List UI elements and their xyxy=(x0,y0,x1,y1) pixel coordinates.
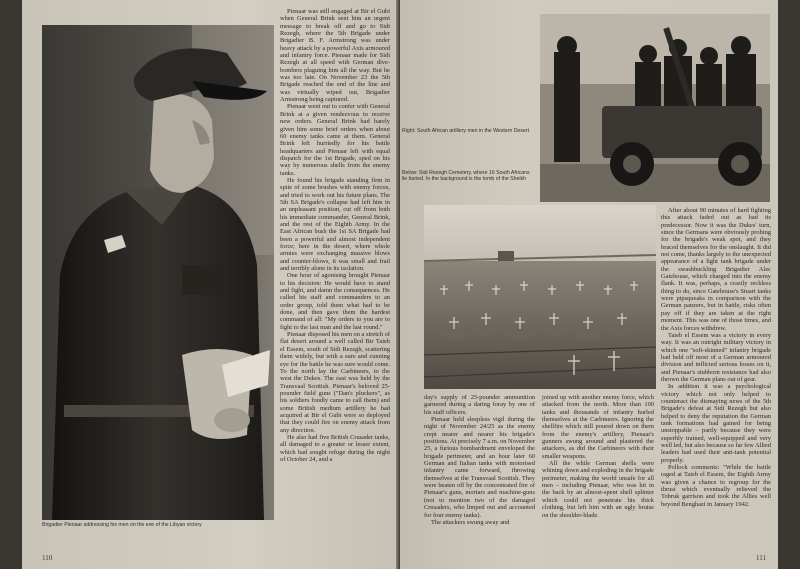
paragraph: After about 90 minutes of hard fighting this attack faded out as had its predecessor. Now it was the Dukes' turn, since the Germans were obviously probing for the brigade's weak spot, and they braced themselves for the onslaught. It did not come, thanks largely to the unexpected appearance of a light tank brigade under the swashbuckling Brigadier Alec Gatehouse, which charged into the enemy flank. It was, perhaps, a crazily reckless thing to do, since Gatehouse's Stuart tanks were pipsqueaks in comparison with the German panzers, but in battle, risks often pay off if they are taken at the right moment. This was one of those times, and the Axis forces withdrew. xyxy=(661,207,771,332)
photo-sidi-rezegh-cemetery xyxy=(424,205,656,389)
photo-artillery-men xyxy=(540,14,770,202)
portrait-illustration xyxy=(42,25,274,520)
page-number-right: 111 xyxy=(756,554,766,562)
paragraph: The attackers swung away and xyxy=(431,518,510,526)
paragraph: Pienaar was still engaged at Bir el Gubi when General Brink sent him an urgent message to break off and go to Sidi Rezegh, where the 5th Brigade under Brigadier B. F. Armstrong was under heavy attack by a powerful Axis armoured and infantry force. Pienaar made for Sidi Rezegh at all speed with German dive-bombers plaguing him all the way. But he was too late. On November 23 the 5th Brigade reached the end of the line and was virtually wiped out, Brigadier Armstrong being captured. xyxy=(280,8,390,104)
paragraph: Pollock comments: "While the battle raged at Taieb el Essem, the Eighth Army was given a chance to regroup for the thrust which eventually relieved the Tobruk garrison and took the Allies well beyond Benghazi in January 1942. xyxy=(661,464,771,508)
paragraph: One hour of agonising brought Pienaar to his decision: He would have to stand and fight, and damn the consequences. He called his staff and commanders to an order group, told them what had to be done, and then gave them the hardest command of all: "My orders to you are to fight to the last man and the last round." xyxy=(280,272,390,331)
paragraph: He found his brigade standing firm in spite of some brushes with enemy forces, and tried to work out his future plans. The 5th SA Brigade's collapse had left him in an unpleasant position, cut off from both his immediate commander, General Brink, and the rest of the Eighth Army. In the East African bush the 1st SA Brigade had been a powerful and almost independent force; here in the desert, where whole armies were exchanging massive blows and counter-blows, it was small and frail and terribly alone in its isolation. xyxy=(280,176,390,273)
right-page xyxy=(400,0,778,569)
paragraph: He also had five British Crusader tanks, all damaged to a greater or lesser extent, which had sought refuge during the night of October 24, and a xyxy=(280,433,390,463)
paragraph: Pienaar disposed his men on a stretch of flat desert around a well called Bir Taieb el Essem, south of Sidi Rezegh, scattering them widely, but with a sure and cunning eye for the battle he was sure would come. To the north lay the Carbineers, to the west the Dukes. The east was held by the Transvaal Scottish. Pienaar's beloved 25-pounder field guns ("Dan's pluckers", as his soldiers fondly came to call them) and some British medium artillery he had acquired at Bir el Gubi were so deployed that they could fire on enemy attack from any direction. xyxy=(280,331,390,434)
paragraph: In addition it was a psychological victory which not only helped to counteract the dismaying news of the 5th Brigade's defeat at Sidi Rezegh but also helped to deny the reputation the German tank formations had gained for being unstoppable – partly because they were superbly trained, well-equipped and very well led, but also because so far few Allied leaders had used their anti-tank potential properly. xyxy=(661,383,771,464)
text-column-left xyxy=(280,8,390,463)
text-column-right-2 xyxy=(542,394,654,519)
page-number-left: 110 xyxy=(42,554,53,562)
artillery-illustration xyxy=(540,14,770,202)
paragraph: All the while German shells were whining down and exploding in the brigade perimeter, making the world unsafe for all men – including Pienaar, who was hit in the back by an almost-spent shell splinter which could not penetrate his thick clothing, but left him with an ugly bruise on the shoulder-blade. xyxy=(542,460,654,519)
paragraph: Pienaar held sleepless vigil during the night of November 24/25 as the enemy crept nearer and nearer his brigade's positions. At precisely 7 a.m. on November 25, a furious bombardment enveloped the brigade perimeter, and an hour later 60 German and Italian tanks with motorised infantry came forward, throwing themselves at the Transvaal Scottish. They were beaten off by the concentrated fire of Pienaar's guns, mortars and machine-guns (not to mention two of the damaged Crusaders, who limped out and accounted for four enemy tanks). xyxy=(424,416,535,519)
cemetery-illustration xyxy=(424,205,656,389)
caption-artillery: Right: South African artillery men in the Western Desert xyxy=(402,128,530,134)
caption-cemetery: Below: Sidi Rezegh Cemetery, where 16 South Africans lie buried. In the background is the tomb of the Sheikh xyxy=(402,170,530,183)
paragraph: day's supply of 25-pounder ammunition garnered during a daring foray by one of his staff officers. xyxy=(424,394,535,416)
paragraph: Pienaar went out to confer with General Brink at a given rendezvous to receive new orders. General Brink had barely given him some brief orders when about 60 enemy tanks came at them. General Brink left hurriedly for his battle headquarters and Pienaar left with equal dispatch for the 1st Brigade, sped on his way by numerous shells from the enemy tanks. xyxy=(280,103,390,177)
text-column-right-3 xyxy=(661,207,771,508)
paragraph: Taieb el Essem was a victory in every way. It was an outright military victory in which one "soft-skinned" infantry brigade had held off most of a German armoured division and inflicted serious losses on it, and Pienaar's stubborn resistance had also thrown the German plans out of gear. xyxy=(661,331,771,383)
left-page xyxy=(22,0,398,569)
paragraph: joined up with another enemy force, which attacked from the north. More than 100 tanks and thousands of infantry hurled themselves at the Carbineers. Ignoring the shellfire which still poured down on them from the enemy's artillery, Pienaar's gunners swung around and plastered the attackers, as did the Carbineers with their smaller weapons. xyxy=(542,394,654,460)
photo-caption: Brigadier Pienaar addressing his men on the eve of the Libyan victory xyxy=(42,522,202,528)
photo-brigadier-pienaar xyxy=(42,25,274,520)
text-column-right-1 xyxy=(424,394,535,526)
